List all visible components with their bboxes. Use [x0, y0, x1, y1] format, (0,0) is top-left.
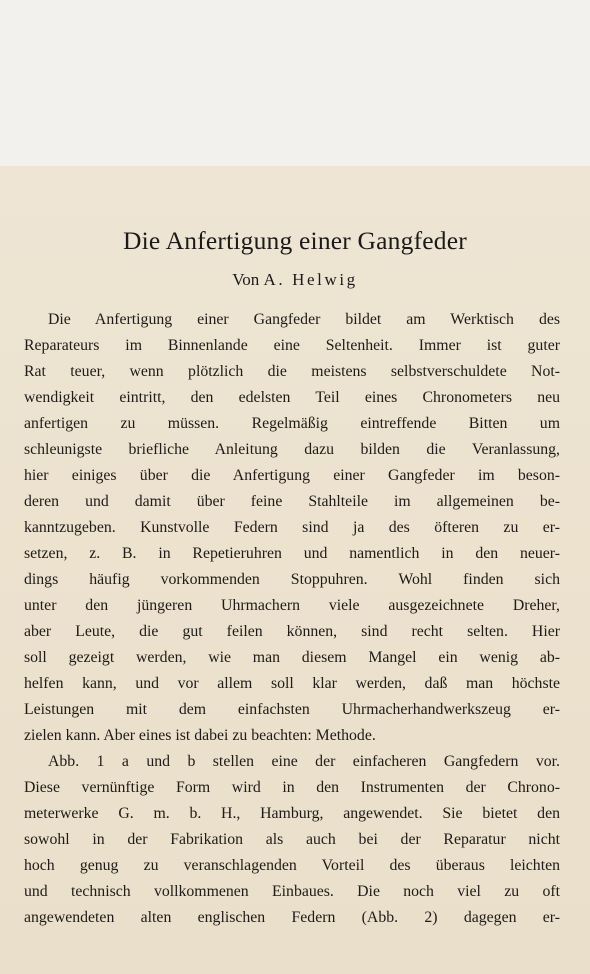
text-line: Die Anfertigung einer Gangfeder bildet am Werktisch des [48, 311, 560, 328]
text-line: unter den jüngeren Uhrmachern viele ausgezeichnete Dreher, [24, 597, 560, 614]
article-title: Die Anfertigung einer Gangfeder [123, 226, 467, 255]
document-page [0, 166, 590, 974]
author-name: A. Helwig [263, 270, 358, 289]
text-line: hoch genug zu veranschlagenden Vorteil des überaus leichten [24, 857, 560, 874]
text-line: und technisch vollkommenen Einbaues. Die noch viel zu oft [24, 883, 560, 900]
text-line: sowohl in der Fabrikation als auch bei der Reparatur nicht [24, 831, 560, 848]
text-line: aber Leute, die gut feilen können, sind recht selten. Hier [24, 623, 560, 640]
text-line: angewendeten alten englischen Federn (Abb. 2) dagegen er- [24, 909, 560, 926]
text-line: soll gezeigt werden, wie man diesem Mangel ein wenig ab- [24, 649, 560, 666]
body-text [24, 307, 560, 931]
text-line: Reparateurs im Binnenlande eine Seltenheit. Immer ist guter [24, 337, 560, 354]
text-line: deren und damit über feine Stahlteile im allgemeinen be- [24, 493, 560, 510]
text-line: kanntzugeben. Kunstvolle Federn sind ja des öfteren zu er- [24, 519, 560, 536]
text-line: Rat teuer, wenn plötzlich die meistens selbstverschuldete Not- [24, 363, 560, 380]
author-line [0, 270, 590, 290]
text-line: Leistungen mit dem einfachsten Uhrmacherhandwerkszeug er- [24, 701, 560, 718]
text-line: Abb. 1 a und b stellen eine der einfacheren Gangfedern vor. [48, 753, 560, 770]
text-line: setzen, z. B. in Repetieruhren und namentlich in den neuer- [24, 545, 560, 562]
author-prefix: Von [232, 270, 260, 289]
paragraph-1 [24, 307, 560, 749]
text-line: schleunigste briefliche Anleitung dazu bilden die Veranlassung, [24, 441, 560, 458]
text-line: zielen kann. Aber eines ist dabei zu beachten: Methode. [24, 727, 376, 744]
text-line: hier einiges über die Anfertigung einer Gangfeder im beson- [24, 467, 560, 484]
text-line: wendigkeit eintritt, den edelsten Teil eines Chronometers neu [24, 389, 560, 406]
text-line: Diese vernünftige Form wird in den Instrumenten der Chrono- [24, 779, 560, 796]
text-line: dings häufig vorkommenden Stoppuhren. Wohl finden sich [24, 571, 560, 588]
text-line: meterwerke G. m. b. H., Hamburg, angewendet. Sie bietet den [24, 805, 560, 822]
paragraph-2 [24, 749, 560, 931]
text-line: helfen kann, und vor allem soll klar werden, daß man höchste [24, 675, 560, 692]
text-line: anfertigen zu müssen. Regelmäßig eintreffende Bitten um [24, 415, 560, 432]
